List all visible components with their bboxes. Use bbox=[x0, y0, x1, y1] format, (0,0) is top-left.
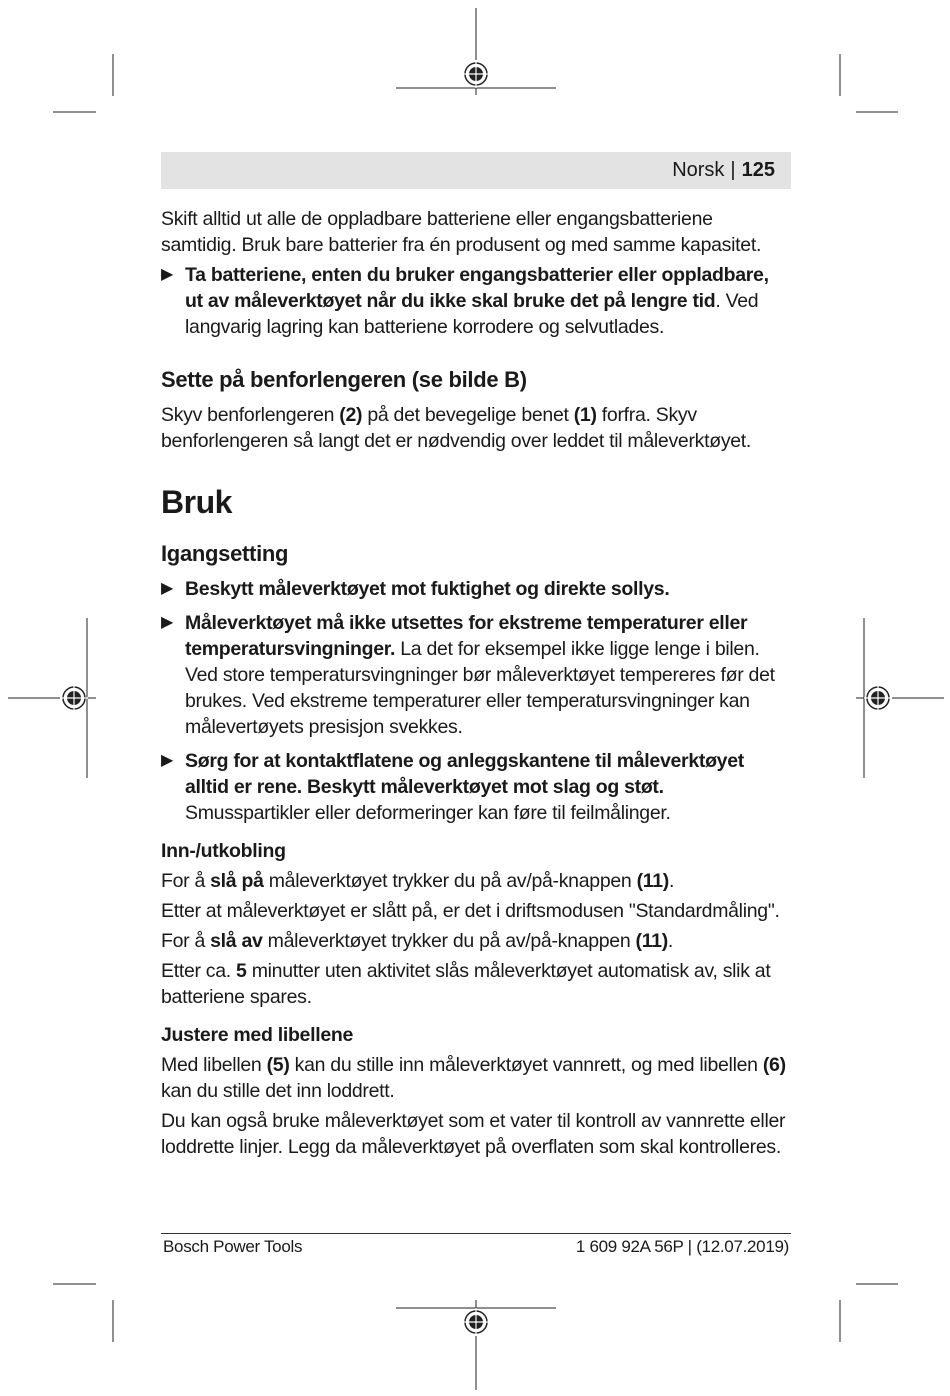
footer-brand: Bosch Power Tools bbox=[163, 1237, 303, 1256]
bullet-text: La det for eksempel ikke ligge lenge i bilen. Ved store temperatursvingninger bør måleverktøyet tempereres før det brukes. Ved ekstreme temperaturer eller temperatursvingninger kan målevertøyets presisjon svekkes. bbox=[185, 638, 775, 738]
temperature-bullet bbox=[161, 610, 791, 740]
page-number: 125 bbox=[741, 159, 775, 181]
bullet-arrow-icon: ▶ bbox=[161, 580, 174, 597]
section-heading-level: Justere med libellene bbox=[161, 1024, 354, 1046]
footer-doc-number: 1 609 92A 56P | (12.07.2019) bbox=[575, 1237, 789, 1256]
registration-target-right bbox=[864, 684, 892, 712]
chapter-heading-use: Bruk bbox=[161, 484, 232, 520]
level-paragraph-2: Du kan også bruke måleverktøyet som et vater til kontroll av vannrette eller loddrette linjer. Legg da måleverktøyet på overflaten som skal kontrolleres. bbox=[161, 1110, 786, 1158]
contact-surface-bullet bbox=[161, 748, 791, 826]
bullet-text: . Ved langvarig lagring kan batteriene korrodere og selvutlades. bbox=[185, 290, 759, 338]
extension-paragraph: Skyv benforlengeren (2) på det bevegelige benet (1) forfra. Skyv benforlengeren så langt det er nødvendig over leddet til måleverktøyet. bbox=[161, 404, 752, 452]
intro-paragraph: Skift alltid ut alle de oppladbare batteriene eller engangsbatteriene samtidig. Bruk bare batterier fra én produsent og med samme kapasitet. bbox=[161, 208, 762, 256]
bullet-bold-text: Sørg for at kontaktflatene og anleggskantene til måleverktøyet alltid er rene. Beskytt måleverktøyet mot slag og støt. bbox=[185, 750, 744, 798]
page-footer bbox=[163, 1237, 789, 1257]
level-paragraph-1: Med libellen (5) kan du stille inn måleverktøyet vannrett, og med libellen (6) kan du stille det inn loddrett. bbox=[161, 1054, 786, 1102]
section-heading-startup: Igangsetting bbox=[161, 541, 289, 566]
page-content bbox=[161, 206, 791, 1164]
registration-target-left bbox=[60, 684, 88, 712]
moisture-bullet bbox=[161, 576, 791, 602]
section-heading-extension: Sette på benforlengeren (se bilde B) bbox=[161, 367, 527, 392]
onoff-line-1: For å slå på måleverktøyet trykker du på av/på-knappen (11). bbox=[161, 870, 675, 892]
bullet-arrow-icon: ▶ bbox=[161, 614, 174, 631]
bullet-arrow-icon: ▶ bbox=[161, 266, 174, 283]
onoff-line-3: For å slå av måleverktøyet trykker du på av/på-knappen (11). bbox=[161, 930, 674, 952]
bullet-text: Smusspartikler eller deformeringer kan føre til feilmålinger. bbox=[185, 802, 671, 824]
header-language: Norsk bbox=[672, 159, 725, 181]
bullet-arrow-icon: ▶ bbox=[161, 752, 174, 769]
registration-target-top bbox=[462, 60, 490, 88]
bullet-bold-text: Måleverktøyet må ikke utsettes for ekstreme temperaturer eller temperatursvingninger. bbox=[185, 612, 748, 660]
bullet-bold-text: Ta batteriene, enten du bruker engangsbatterier eller oppladbare, ut av måleverktøyet når du ikke skal bruke det på lengre tid bbox=[185, 264, 769, 312]
onoff-line-4: Etter ca. 5 minutter uten aktivitet slås måleverktøyet automatisk av, slik at batteriene spares. bbox=[161, 960, 771, 1008]
page-header bbox=[161, 152, 791, 189]
bullet-bold-text: Beskytt måleverktøyet mot fuktighet og direkte sollys. bbox=[185, 578, 670, 600]
battery-warning-bullet bbox=[161, 262, 791, 340]
onoff-line-2: Etter at måleverktøyet er slått på, er det i driftsmodusen "Standardmåling". bbox=[161, 900, 780, 922]
registration-target-bottom bbox=[462, 1308, 490, 1336]
section-heading-onoff: Inn-/utkobling bbox=[161, 840, 286, 862]
footer-divider bbox=[161, 1233, 791, 1234]
header-separator: | bbox=[730, 159, 736, 181]
